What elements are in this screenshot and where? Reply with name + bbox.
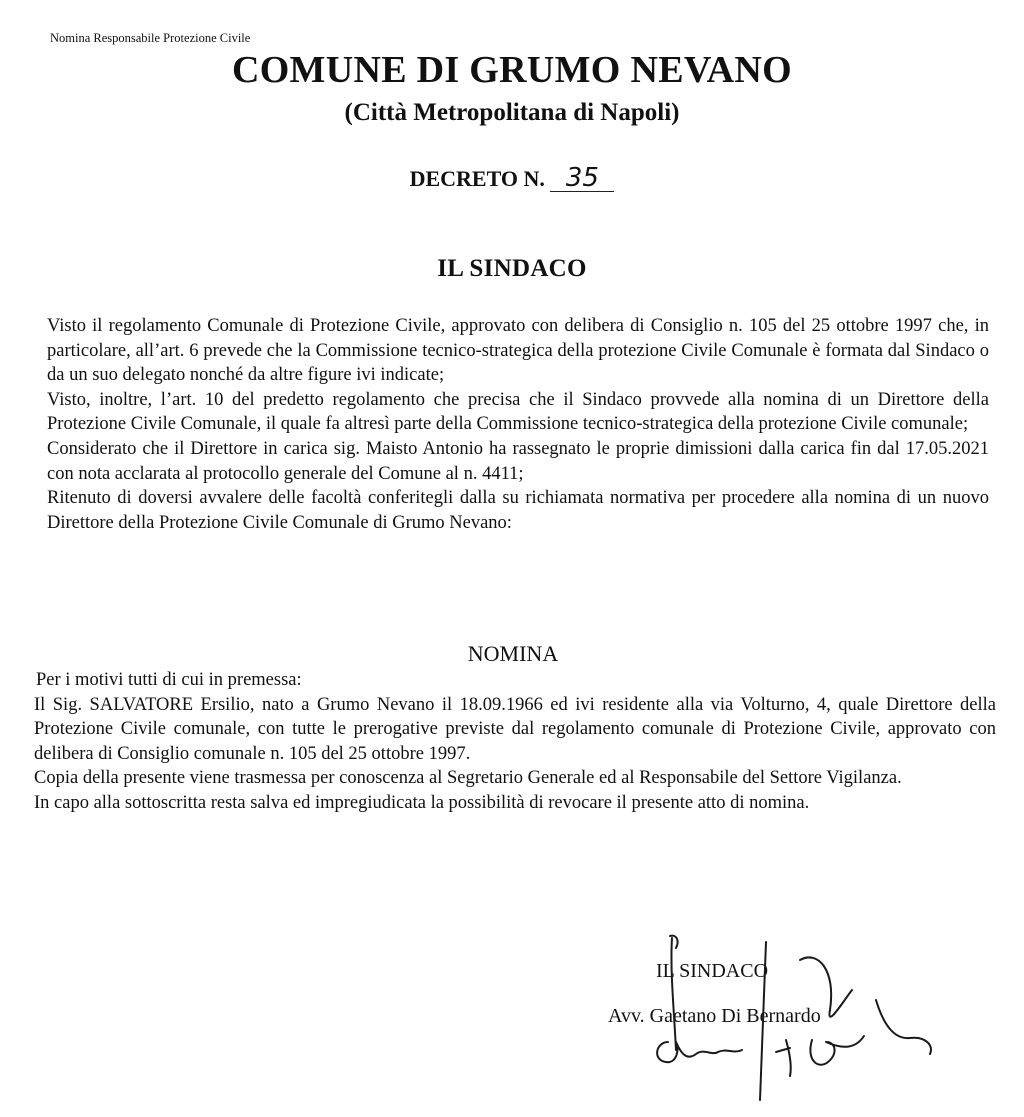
decision-paragraph: Per i motivi tutti di cui in premessa: [36, 670, 302, 690]
decree-number: 35 [550, 165, 614, 192]
decision-paragraph: In capo alla sottoscritta resta salva ed impregiudicata la possibilità di revocare il presente atto di nomina. [34, 792, 810, 813]
decision-section [34, 668, 996, 816]
decision-heading: NOMINA [467, 641, 559, 666]
comune-title: COMUNE DI GRUMO NEVANO [231, 49, 793, 91]
decree-heading [0, 165, 1024, 192]
decision-paragraph: Il Sig. SALVATORE Ersilio, nato a Grumo Nevano il 18.09.1966 ed ivi residente alla via Volturno, 4, quale Direttore della Protezione Civile comunale, con tutte le prerogative previste dal regolamento comunale di Protezione Civile, approvato con delibera di Consiglio comunale n. 105 del 25 ottobre 1997. [34, 694, 996, 764]
premise-paragraph: Visto, inoltre, l’art. 10 del predetto regolamento che precisa che il Sindaco provvede alla nomina di un Direttore della Protezione Civile Comunale, il quale fa altresì parte della Commissione tecnico-strategica della protezione Civile comunale; [47, 389, 989, 435]
decision-paragraph: Copia della presente viene trasmessa per conoscenza al Segretario Generale ed al Responsabile del Settore Vigilanza. [34, 768, 902, 789]
premise-paragraph: Considerato che il Direttore in carica sig. Maisto Antonio ha rassegnato le proprie dimissioni dalla carica fin dal 17.05.2021 con nota acclarata al protocollo generale del Comune al n. 4411; [47, 438, 989, 484]
premise-paragraph: Visto il regolamento Comunale di Protezione Civile, approvato con delibera di Consiglio n. 105 del 25 ottobre 1997 che, in particolare, all’art. 6 prevede che la Commissione tecnico-strategica della protezione Civile Comunale è formata dal Sindaco o da un suo delegato nonché da altre figure ivi indicate; [47, 316, 989, 386]
issuer-heading: IL SINDACO [437, 255, 587, 282]
signatory-name: Avv. Gaetano Di Bernardo [608, 1005, 821, 1027]
decree-label: DECRETO N. [409, 166, 545, 191]
header-note: Nomina Responsabile Protezione Civile [50, 31, 251, 45]
premise-paragraph: Ritenuto di doversi avvalere delle facoltà conferitegli dalla su richiamata normativa per procedere alla nomina di un nuovo Direttore della Protezione Civile Comunale di Grumo Nevano: [47, 488, 989, 533]
premises-section [47, 314, 989, 535]
signature-title: IL SINDACO [656, 960, 769, 982]
handwritten-signature [630, 930, 940, 1110]
comune-subtitle: (Città Metropolitana di Napoli) [344, 99, 680, 126]
